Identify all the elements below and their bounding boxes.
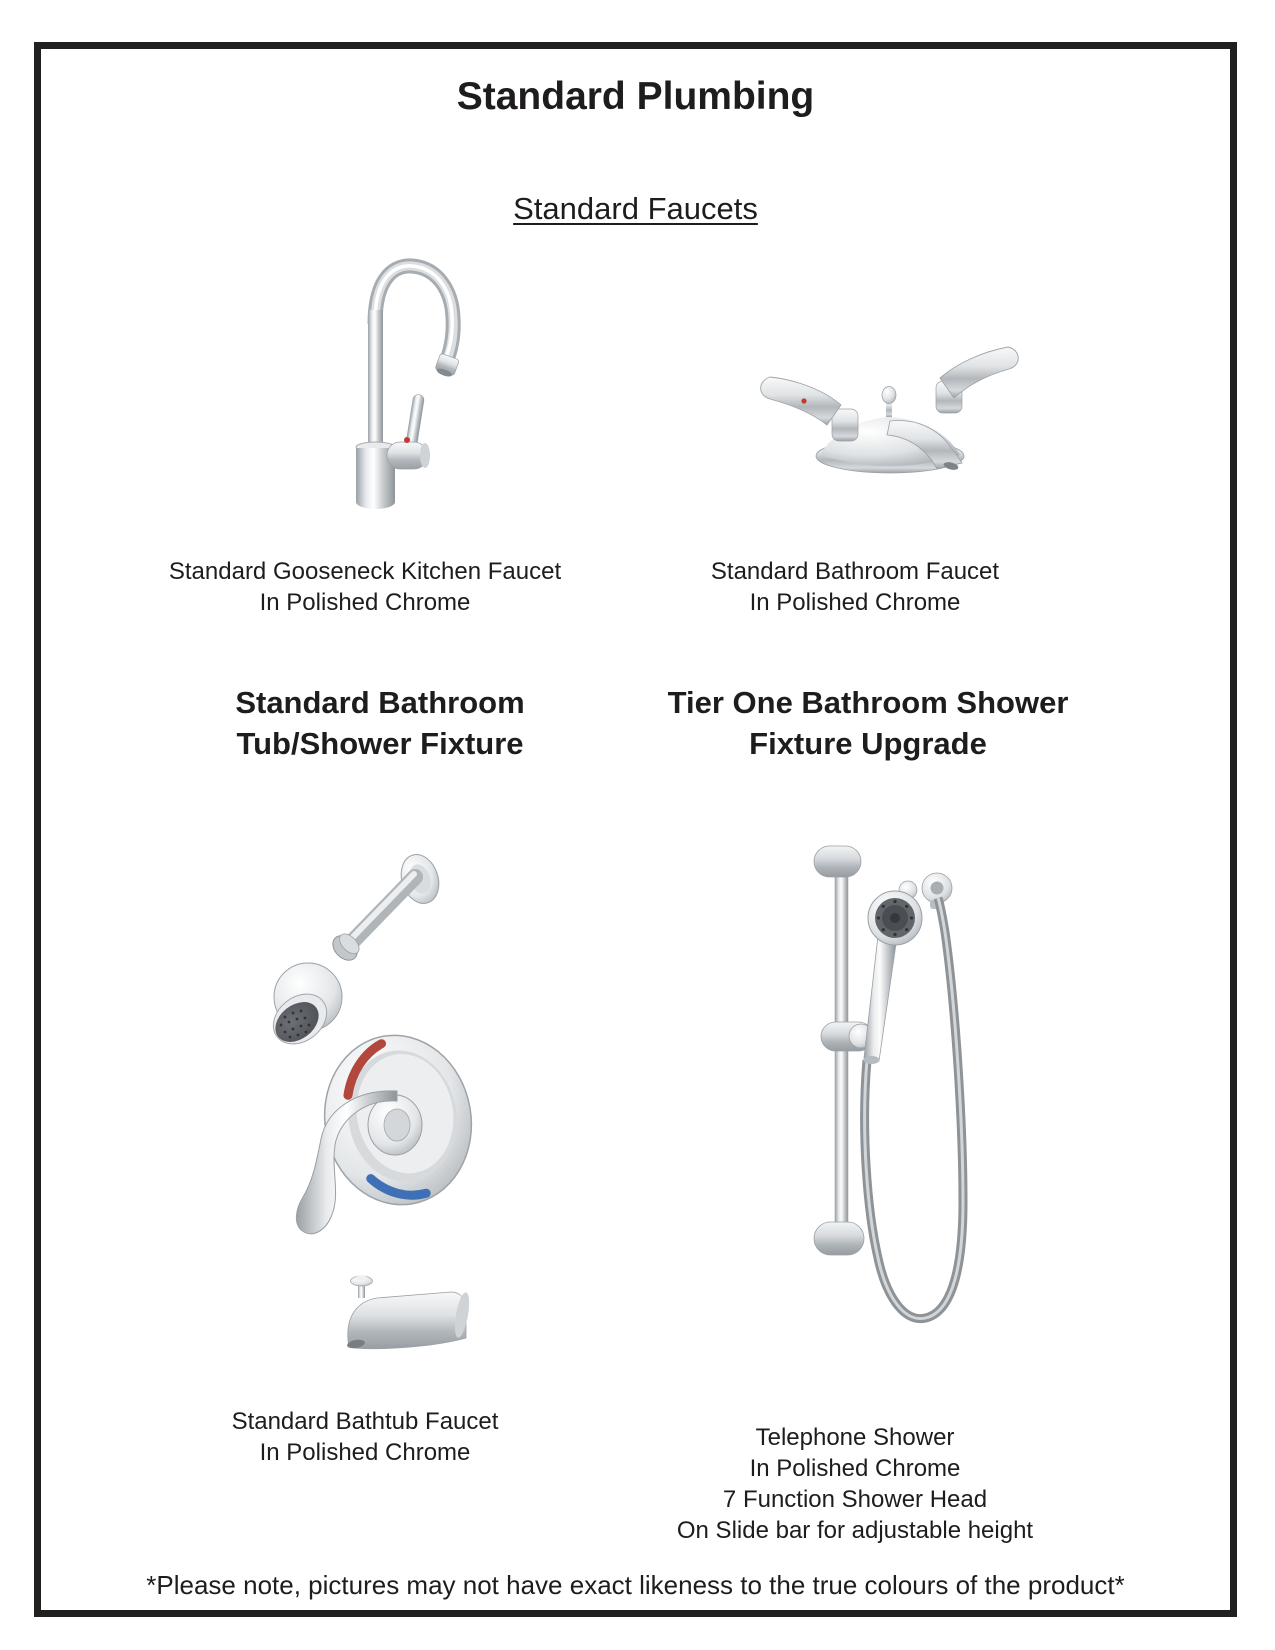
footer-note: *Please note, pictures may not have exact likeness to the true colours of the product* — [146, 1570, 1125, 1600]
bathtub-faucet-caption — [165, 1406, 565, 1468]
kitchen-gooseneck-faucet-image — [335, 258, 485, 516]
gooseneck-spout-arc — [375, 266, 459, 379]
left-valve-body — [832, 409, 858, 441]
heading-line: Tub/Shower Fixture — [236, 726, 524, 761]
telephone-shower-image — [715, 790, 985, 1350]
left-lever-handle — [761, 377, 841, 425]
telephone-shower-caption — [635, 1422, 1075, 1546]
tub-spout — [346, 1275, 471, 1349]
kitchen-faucet-caption — [165, 556, 565, 618]
slide-bar-bottom-mount — [814, 1222, 864, 1255]
shower-head — [264, 963, 342, 1054]
caption-line: In Polished Chrome — [259, 1439, 471, 1466]
caption-line: Standard Gooseneck Kitchen Faucet — [168, 558, 562, 585]
faucet-handle — [387, 394, 430, 469]
caption-line: In Polished Chrome — [749, 589, 961, 616]
popup-knob — [882, 387, 896, 404]
telephone-shower-heading — [648, 682, 1088, 764]
hot-indicator-dot — [404, 437, 410, 443]
caption-line: In Polished Chrome — [259, 589, 471, 616]
caption-line: In Polished Chrome — [749, 1455, 961, 1482]
slide-bar — [835, 862, 848, 1254]
caption-line: Standard Bathroom Faucet — [710, 558, 1000, 585]
right-lever-handle — [940, 347, 1018, 398]
hot-indicator-dot — [801, 398, 806, 403]
heading-line: Tier One Bathroom Shower — [667, 685, 1069, 720]
slide-bar-top-mount — [814, 846, 861, 877]
faucet-riser — [368, 310, 383, 446]
page-border — [34, 42, 1237, 1617]
bathroom-faucet-caption — [655, 556, 1055, 618]
tub-shower-heading — [160, 682, 600, 764]
bathroom-faucet-image — [740, 325, 1040, 485]
tub-shower-fixture-image — [245, 795, 515, 1355]
heading-line: Fixture Upgrade — [749, 726, 987, 761]
caption-line: Standard Bathtub Faucet — [231, 1408, 499, 1435]
shower-arm — [350, 874, 415, 943]
caption-line: 7 Function Shower Head — [722, 1486, 988, 1513]
shower-handle — [864, 936, 896, 1061]
heading-line: Standard Bathroom — [235, 685, 525, 720]
page-title: Standard Plumbing — [456, 75, 815, 118]
section-heading-wrap — [41, 191, 1230, 227]
caption-line: On Slide bar for adjustable height — [676, 1517, 1034, 1544]
handheld-shower — [864, 881, 923, 1064]
section-heading: Standard Faucets — [513, 191, 758, 226]
caption-line: Telephone Shower — [755, 1424, 955, 1451]
